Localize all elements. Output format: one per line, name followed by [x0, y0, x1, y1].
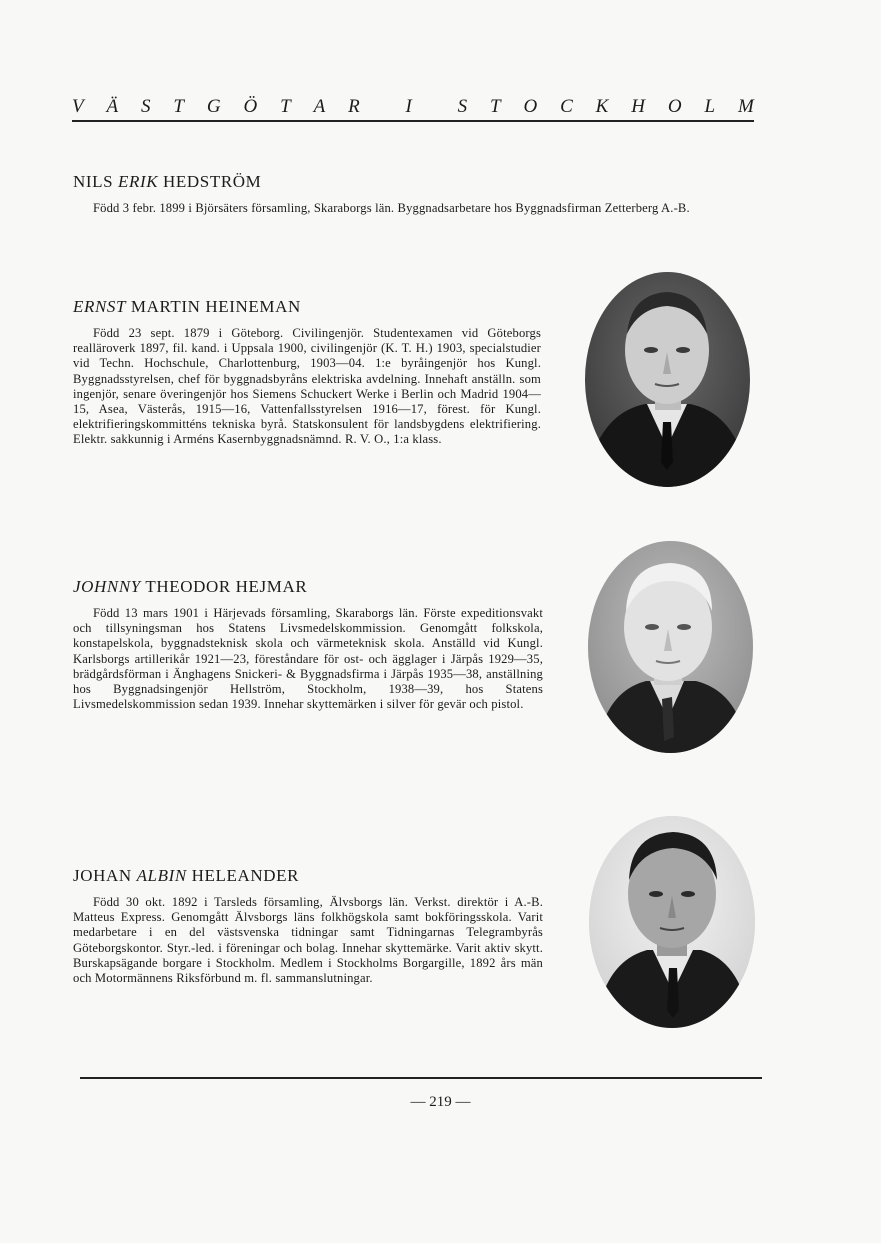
header-letter: L	[704, 96, 716, 117]
portrait-photo	[585, 272, 750, 487]
header-letter: A	[313, 96, 326, 117]
biography-entry	[73, 172, 757, 216]
name-italic-part: ERIK	[118, 172, 159, 191]
header-letter: M	[737, 96, 754, 117]
biography-text: Född 23 sept. 1879 i Göteborg. Civilingenjör. Studentexamen vid Göteborgs realläroverk 1897, fil. kand. i Uppsala 1900, civilingenjör (K. T. H.) 1903, specialstudier vid Techn. Hochschule, Charlottenburg, 1903—04. 1:e byråingenjör hos Kungl. Byggnadsstyrelsen, chef för byggnadsbyråns elektriska avdelning. Innehaft anställn. som ingenjör, senare överingenjör hos Siemens Schuckert Werke i Berlin och Madrid 1904—15, Asea, Västerås, 1915—16, Vattenfallsstyrelsen 1916—17, förest. för Kungl. elektrifieringskommitténs tekniska byrå. Statskonsulent för landsbygdens elektrifiering. Elektr. sakkunnig i Arméns Kasernbyggnadsnämnd. R. V. O., 1:a klass.	[73, 326, 541, 447]
running-header	[72, 96, 754, 118]
portrait-image	[588, 541, 753, 753]
header-letter: Ä	[106, 96, 119, 117]
biography-text: Född 30 okt. 1892 i Tarsleds församling, Älvsborgs län. Verkst. direktör i A.-B. Matteus Express. Genomgått Älvsborgs läns folkhögskola samt bokföringsskola. Varit medarbetare i en del västsvenska tidningar samt Tidningarnas Telegrambyrås Göteborgskontor. Styr.-led. i föreningar och bolag. Innehar skyttemärke. Varit aktiv skytt. Burskapsägande borgare i Stockholm. Medlem i Stockholms Borgargille, 1892 års män och Motormännens Riksförbund m. fl. sammanslutningar.	[73, 895, 543, 986]
name-italic-part: ALBIN	[136, 866, 187, 885]
footer-rule	[80, 1077, 762, 1079]
header-letter: S	[457, 96, 468, 117]
page-number: — 219 —	[410, 1094, 471, 1110]
name-part: THEODOR HEJMAR	[140, 577, 308, 596]
header-letter: C	[560, 96, 573, 117]
person-name	[73, 577, 543, 597]
header-letter: H	[631, 96, 645, 117]
header-letter: G	[206, 96, 221, 117]
name-part: HEDSTRÖM	[158, 172, 262, 191]
header-rule	[72, 120, 754, 122]
header-letter: O	[667, 96, 682, 117]
header-letter: T	[489, 96, 501, 117]
portrait-photo	[589, 816, 755, 1028]
person-name	[73, 866, 543, 886]
portrait-photo	[588, 541, 753, 753]
header-letter: S	[141, 96, 151, 117]
biography-text: Född 3 febr. 1899 i Björsäters församling, Skaraborgs län. Byggnadsarbetare hos Byggnadsfirman Zetterberg A.-B.	[93, 201, 690, 215]
name-part: JOHAN	[73, 866, 137, 885]
header-letter: O	[523, 96, 538, 117]
header-letter: T	[173, 96, 184, 117]
name-italic-part: JOHNNY	[73, 577, 141, 596]
portrait-image	[585, 272, 750, 487]
header-letter: K	[595, 96, 609, 117]
person-name	[73, 172, 757, 192]
name-part: HELEANDER	[186, 866, 300, 885]
header-letter: V	[72, 96, 84, 117]
person-name	[73, 297, 541, 317]
biography-text: Född 13 mars 1901 i Härjevads församling, Skaraborgs län. Förste expeditionsvakt och tillsyningsman hos Statens Livsmedelskommission. Genomgått folkskola, konstapelskola, byggnadsteknisk skola och värmeteknisk skola. Anställd vid Kungl. Karlsborgs artillerikår 1921—23, föreståndare för ost- och ägglager i Järpås 1929—35, brädgårdsförman i Änghagens Snickeri- & Byggnadsfirma i Järpås 1935—38, anställning hos Byggnadsingenjör Hellström, Stockholm, 1938—39, hos Statens Livsmedelskommission sedan 1939. Innehar skyttemärken i silver för gevär och pistol.	[73, 606, 543, 712]
biography-entry	[73, 577, 543, 712]
name-part: NILS	[73, 172, 119, 191]
header-letter: I	[405, 96, 412, 117]
header-letter: R	[348, 96, 360, 117]
biography-entry	[73, 866, 543, 986]
portrait-image	[589, 816, 755, 1028]
name-italic-part: ERNST	[73, 297, 127, 316]
biography-entry	[73, 297, 541, 448]
header-letter: T	[280, 96, 291, 117]
header-letter: Ö	[243, 96, 258, 117]
name-part: MARTIN HEINEMAN	[126, 297, 301, 316]
